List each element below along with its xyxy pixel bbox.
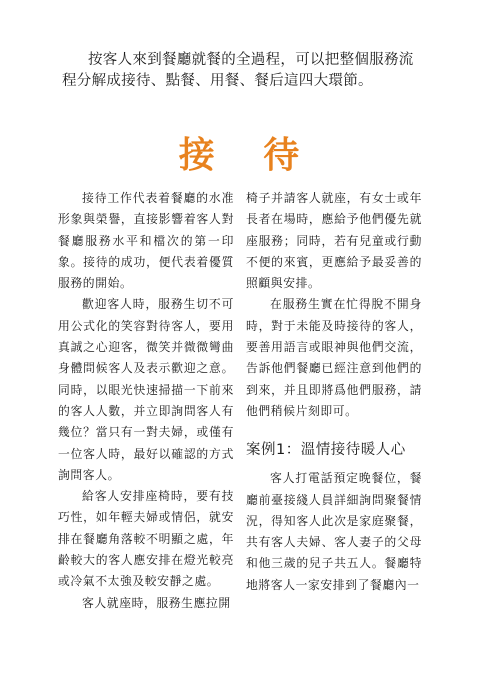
paragraph: 客人就座時，服務生應拉開 xyxy=(82,595,231,610)
paragraph: 在服務生實在忙得脫不開身時，對于未能及時接待的客人，要善用語言或眼神與他們交流，告訴他們餐廳已經注意到他們的到來，并且即將爲他們服務，請他們稍候片刻即可。 xyxy=(246,297,422,418)
intro-paragraph: 按客人來到餐廳就餐的全過程，可以把整個服務流程分解成接待、點餐、用餐、餐后這四大環節。 xyxy=(62,52,414,89)
paragraph: 歡迎客人時，服務生切不可用公式化的笑容對待客人，要用真誠之心迎客，微笑并微微彎曲身體問候客人及表示歡迎之意。同時，以眼光快速掃描一下前來的客人人數，并立即詢問客人有幾位？當只有一對夫婦，或僅有一位客人時，最好以確認的方式詢問客人。 xyxy=(58,297,234,482)
left-column xyxy=(58,188,234,614)
case-title: 案例1：溫情接待暖人心 xyxy=(246,442,406,459)
paragraph: 給客人安排座椅時，要有技巧性，如年輕夫婦或情侶，就安排在餐廳角落較不明顯之處，年齡較大的客人應安排在燈光較亮或冷氣不太強及較安靜之處。 xyxy=(58,489,234,589)
paragraph: 接待工作代表着餐廳的水准形象與榮譽，直接影響着客人對餐廳服務水平和檔次的第一印象。接待的成功，便代表着優質服務的開始。 xyxy=(58,191,234,291)
section-title: 接 待 xyxy=(178,135,318,176)
right-column xyxy=(246,188,422,596)
paragraph-continuation: 椅子并請客人就座，有女士或年長者在場時，應給予他們優先就座服務；同時，若有兒童或行動不便的來賓，更應給予最妥善的照顧與安排。 xyxy=(246,191,422,291)
case-paragraph: 客人打電話預定晚餐位，餐廳前臺接綫人員詳細詢問聚餐情況，得知客人此次是家庭聚餐，共有客人夫婦、客人妻子的父母和他三歲的兒子共五人。餐廳特地將客人一家安排到了餐廳內一 xyxy=(246,471,422,592)
